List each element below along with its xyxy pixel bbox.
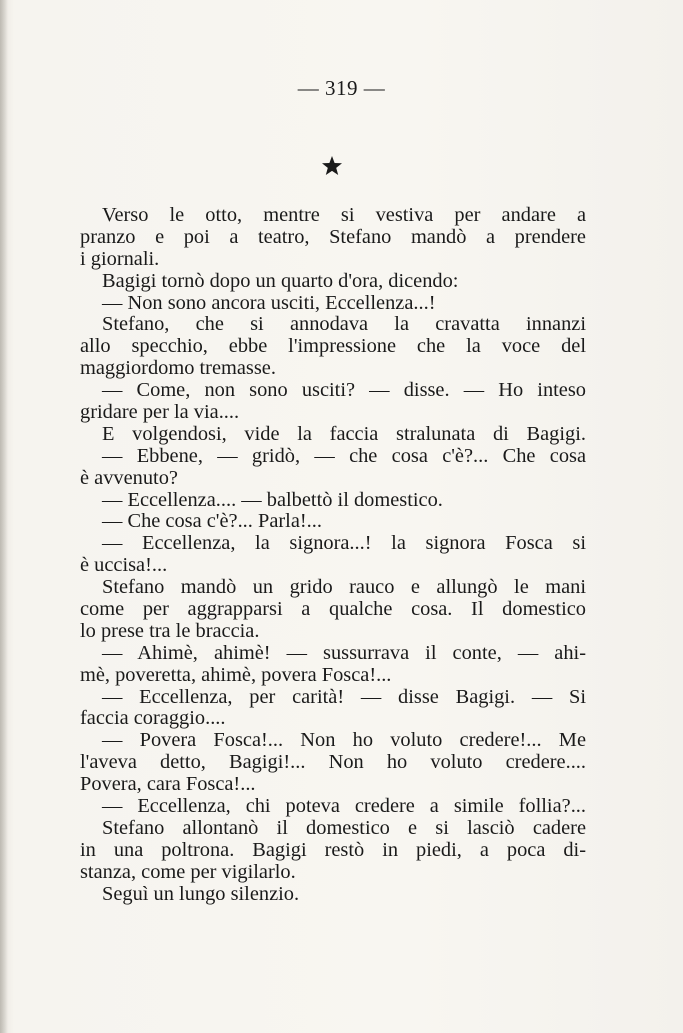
text-line: i giornali.: [80, 247, 160, 270]
text-line: — Eccellenza.... — balbettò il domestico.: [102, 488, 443, 511]
text-line: maggiordomo tremasse.: [80, 357, 276, 380]
body-text: [80, 205, 586, 906]
text-line: faccia coraggio....: [80, 707, 226, 730]
text-line: — Come, non sono usciti? — disse. — Ho inteso: [102, 379, 586, 402]
text-line: è avvenuto?: [80, 466, 178, 489]
text-line: — Non sono ancora usciti, Eccellenza...!: [102, 291, 436, 314]
text-line: — Povera Fosca!... Non ho voluto credere!... Me: [102, 729, 586, 752]
text-line: allo specchio, ebbe l'impressione che la voce del: [80, 335, 586, 358]
text-line: Stefano allontanò il domestico e si lasciò cadere: [102, 816, 586, 839]
text-line: E volgendosi, vide la faccia stralunata di Bagigi.: [102, 422, 586, 445]
text-line: è uccisa!...: [80, 554, 168, 577]
text-line: Stefano mandò un grido rauco e allungò le mani: [102, 576, 586, 599]
text-line: — Ahimè, ahimè! — sussurrava il conte, — ahi-: [102, 641, 586, 664]
text-line: mè, poveretta, ahimè, povera Fosca!...: [80, 663, 392, 686]
text-line: Povera, cara Fosca!...: [80, 773, 256, 796]
binding-shadow: [0, 0, 8, 1033]
text-line: come per aggrapparsi a qualche cosa. Il domestico: [80, 598, 586, 621]
text-line: Seguì un lungo silenzio.: [102, 882, 300, 905]
text-line: — Eccellenza, la signora...! la signora Fosca si: [102, 532, 586, 555]
text-line: in una poltrona. Bagigi restò in piedi, a poca di-: [80, 838, 586, 861]
text-line: Stefano, che si annodava la cravatta innanzi: [102, 313, 586, 336]
text-line: pranzo e poi a teatro, Stefano mandò a prendere: [80, 225, 586, 248]
text-line: stanza, come per vigilarlo.: [80, 860, 296, 883]
text-line: — Eccellenza, chi poteva credere a simile follia?...: [102, 795, 586, 818]
text-line: l'aveva detto, Bagigi!... Non ho voluto credere....: [80, 751, 586, 774]
text-line: gridare per la via....: [80, 401, 240, 424]
text-line: Bagigi tornò dopo un quarto d'ora, dicendo:: [102, 269, 459, 292]
page-number: — 319 —: [297, 76, 386, 100]
text-line: — Che cosa c'è?... Parla!...: [102, 510, 322, 533]
text-line: lo prese tra le braccia.: [80, 619, 260, 642]
star-icon: [320, 154, 344, 178]
text-line: — Ebbene, — gridò, — che cosa c'è?... Che cosa: [102, 444, 586, 467]
text-line: — Eccellenza, per carità! — disse Bagigi. — Si: [102, 685, 586, 708]
text-line: Verso le otto, mentre si vestiva per andare a: [102, 204, 586, 226]
